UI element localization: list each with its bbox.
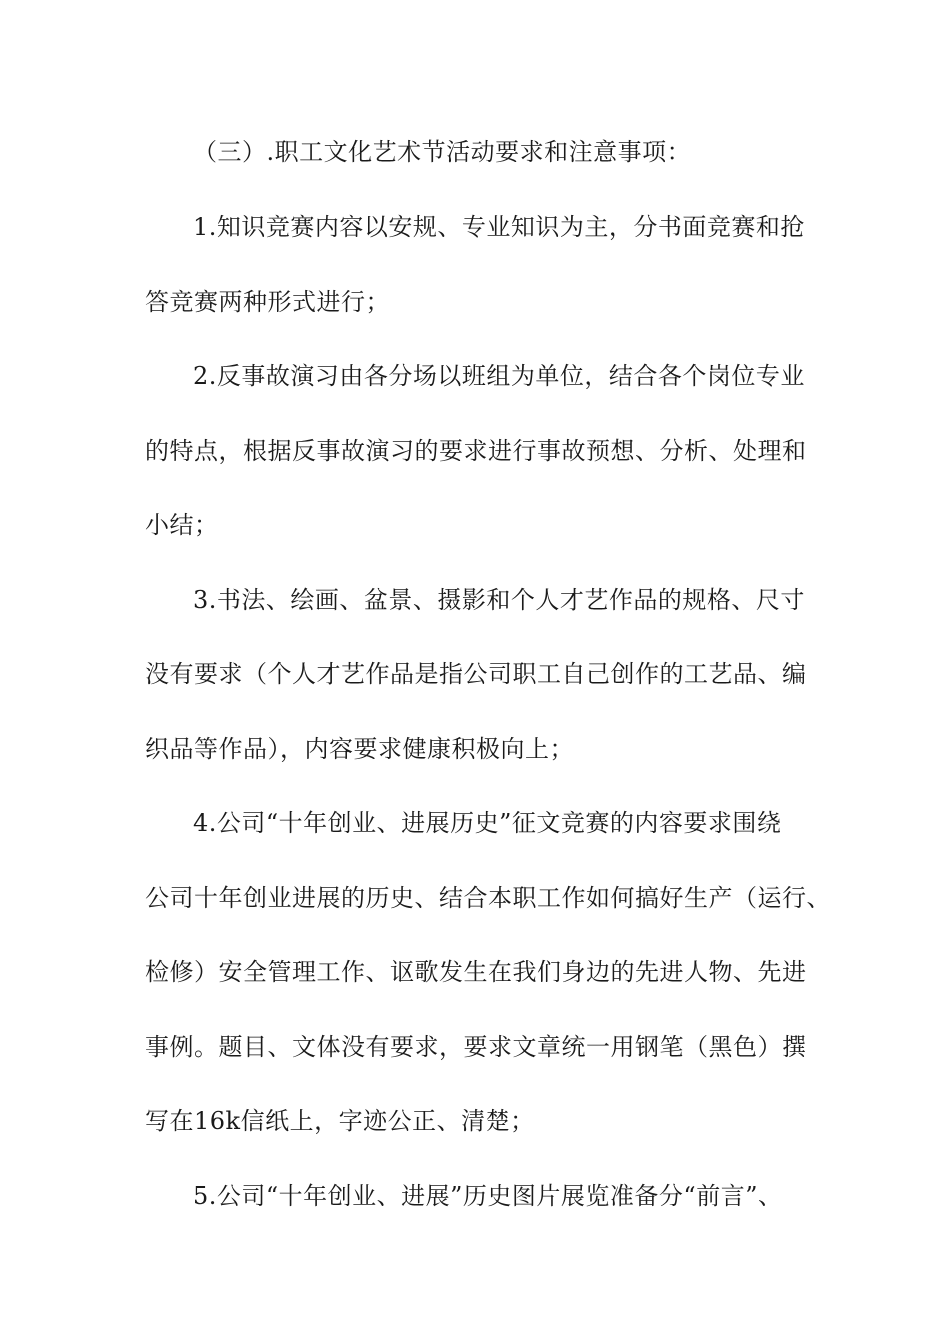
paragraph-line: 小结； bbox=[145, 511, 219, 539]
paragraph-line: 答竞赛两种形式进行； bbox=[145, 288, 390, 316]
section-heading: （三）.职工文化艺术节活动要求和注意事项： bbox=[193, 138, 692, 166]
paragraph-line: 检修）安全管理工作、讴歌发生在我们身边的先进人物、先进 bbox=[145, 958, 807, 986]
paragraph-line: 3.书法、绘画、盆景、摄影和个人才艺作品的规格、尺寸 bbox=[193, 586, 805, 614]
paragraph-line: 2.反事故演习由各分场以班组为单位，结合各个岗位专业 bbox=[193, 362, 805, 390]
paragraph-line: 5.公司“十年创业、进展”历史图片展览准备分“前言”、 bbox=[193, 1182, 783, 1210]
paragraph-line: 的特点，根据反事故演习的要求进行事故预想、分析、处理和 bbox=[145, 437, 807, 465]
paragraph-line: 事例。题目、文体没有要求，要求文章统一用钢笔（黑色）撰 bbox=[145, 1033, 807, 1061]
paragraph-line: 4.公司“十年创业、进展历史”征文竞赛的内容要求围绕 bbox=[193, 809, 782, 837]
paragraph-line: 织品等作品），内容要求健康积极向上； bbox=[145, 735, 574, 763]
paragraph-line: 写在16k信纸上，字迹公正、清楚； bbox=[145, 1107, 535, 1135]
paragraph-line: 没有要求（个人才艺作品是指公司职工自己创作的工艺品、编 bbox=[145, 660, 807, 688]
paragraph-line: 公司十年创业进展的历史、结合本职工作如何搞好生产（运行、 bbox=[145, 884, 831, 912]
paragraph-line: 1.知识竞赛内容以安规、专业知识为主，分书面竞赛和抢 bbox=[193, 213, 805, 241]
